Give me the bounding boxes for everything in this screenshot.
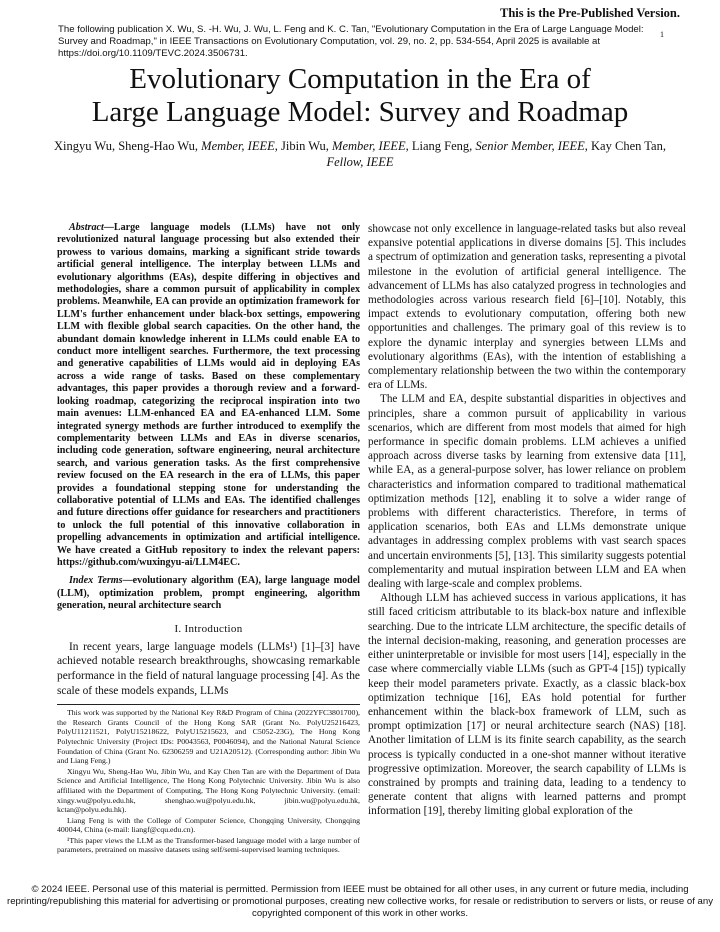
author-role-4: Fellow, IEEE bbox=[326, 155, 394, 169]
author-role-2: Member, IEEE bbox=[332, 139, 406, 153]
right-paragraph-3: Although LLM has achieved success in various applications, it has still faced criticism attributable to its black-box nature and inflexible searching. Due to the intricate LLM architecture, the specific details of the internal decision-making, reasoning, and generation processes are either uninterpretable or invisible for most users [14], especially in the case where commercially viable LLMs (such as GPT-4 [15]) typically keep their model parameters private. Exactly, as a classic black-box optimization technique [16], EAs hold potential for further enhancement within the black-box framework of LLM, such as prompt optimization [17] or neural architecture search (NAS) [18]. Another limitation of LLM is its finite search capability, as the search process is typically conducted in a one-shot manner without iterative progressive optimization. Moreover, the search capability of LLMs is constrained by prompts and training data, leading to a tendency to generate content that aligns with learned patterns and prompt information [19], thereby limiting global exploration of the bbox=[368, 592, 686, 818]
abstract bbox=[57, 222, 360, 569]
title-line-2: Large Language Model: Survey and Roadmap bbox=[91, 96, 629, 128]
right-column bbox=[368, 222, 686, 819]
funding-footnote: This work was supported by the National Key R&D Program of China (2022YFC3801700), the Research Grants Council of the Hong Kong SAR (Grant No. PolyU25216423, PolyU11211521, PolyU15218622, PolyU15215623, and C5052-23G), The Hong Kong Polytechnic University (Project IDs: P0043563, P0046094), and the National Natural Science Foundation of China (Grant No. 62306259 and U21A20512). (Corresponding author: Jibin Wu and Liang Feng.) bbox=[57, 708, 360, 766]
copyright-notice: © 2024 IEEE. Personal use of this material is permitted. Permission from IEEE must be obtained for all other uses, in any current or future media, including reprinting/republishing this material for advertising or promotional purposes, creating new collective works, for resale or redistribution to servers or lists, or reuse of any copyrighted component of this work in other works. bbox=[7, 884, 713, 919]
abstract-text: —Large language models (LLMs) have not only revolutionized natural language processing but also extended their prowess to various domains, marking a significant stride towards artificial general intelligence. The interplay between LLMs and evolutionary algorithms (EAs), despite differing in objectives and methodologies, share a common pursuit of applicability in complex problems. Meanwhile, EA can provide an optimization framework for LLM's further enhancement under black-box settings, empowering LLM with flexible global search capacities. On the other hand, the abundant domain knowledge inherent in LLMs could enable EA to conduct more intelligent searches. Furthermore, the text processing and generative capabilities of LLMs would aid in deploying EAs across a wide range of tasks. Based on these complementary advantages, this paper provides a thorough review and a forward-looking roadmap, categorizing the reciprocal inspiration into two main avenues: LLM-enhanced EA and EA-enhanced LLM. Some integrated synergy methods are further introduced to exemplify the complementarity between LLMs and EAs in diverse scenarios, including code generation, software engineering, neural architecture search, and various generation tasks. As the first comprehensive review focused on the EA research in the era of LLMs, this paper provides a foundational stepping stone for understanding the collaborative potential of LLMs and EAs. The identified challenges and future directions offer guidance for researchers and practitioners to unlock the full potential of this innovative collaboration in propelling advancements in optimization and artificial intelligence. We have created a GitHub repository to index the relevant papers: https://github.com/wuxingyu-ai/LLM4EC. bbox=[57, 222, 360, 568]
prepublished-banner: This is the Pre-Published Version. bbox=[499, 6, 680, 20]
affiliation-footnote-1: Xingyu Wu, Sheng-Hao Wu, Jibin Wu, and Kay Chen Tan are with the Department of Data Science and Artificial Intelligence, The Hong Kong Polytechnic University. Jibin Wu is also affiliated with the Department of Computing, The Hong Kong Polytechnic University. (email: xingy.wu@polyu.edu.hk, shenghao.wu@polyu.edu.hk, jibin.wu@polyu.edu.hk, kctan@polyu.edu.hk). bbox=[57, 766, 360, 815]
right-paragraph-2: The LLM and EA, despite substantial disparities in objectives and principles, share a common pursuit of applicability in various scenarios, which are different from most models that aimed for high performance in specific domain problems. LLM achieves a unified approach across diverse tasks by learning from extensive data [11], while EA, as a general-purpose solver, has lower reliance on problem characteristics and information compared to traditional mathematical optimization methods [12], enabling it to solve a wider range of problems with different characteristics. Therefore, in terms of application scenarios, both EAs and LLMs demonstrate unique advantages in addressing complex problems with vast search spaces and uncertain environments [5], [13]. This similarity suggests potential complementarity and mutual inspiration between LLM and EA when dealing with large-scale and complex problems. bbox=[368, 393, 686, 591]
footnotes bbox=[57, 704, 360, 855]
paper-title bbox=[30, 63, 690, 129]
left-column bbox=[57, 222, 360, 856]
affiliation-footnote-2: Liang Feng is with the College of Computer Science, Chongqing University, Chongqing 400044, China (e-mail: liangf@cqu.edu.cn). bbox=[57, 815, 360, 835]
index-terms bbox=[57, 575, 360, 612]
title-line-1: Evolutionary Computation in the Era of bbox=[129, 63, 591, 95]
index-terms-label: Index Terms bbox=[69, 575, 123, 587]
page-number: 1 bbox=[660, 30, 664, 39]
abstract-label: Abstract bbox=[69, 222, 104, 233]
author-list bbox=[50, 138, 670, 170]
author-names-1: Xingyu Wu, Sheng-Hao Wu, bbox=[54, 139, 202, 153]
index-terms-text: —evolutionary algorithm (EA), large language model (LLM), optimization problem, prompt engineering, algorithm generation, neural architecture search bbox=[57, 575, 360, 612]
author-names-4: , Kay Chen Tan, bbox=[584, 139, 666, 153]
author-names-2: , Jibin Wu, bbox=[274, 139, 333, 153]
introduction-paragraph: In recent years, large language models (LLMs¹) [1]–[3] have achieved notable research breakthroughs, showcasing remarkable performance in the field of natural language processing [4]. As the scale of these models expands, LLMs bbox=[57, 640, 360, 697]
right-paragraph-1: showcase not only excellence in language-related tasks but also reveal expansive potential applications in diverse domains [5]. This includes a spectrum of optimization and generation tasks, representing a pivotal milestone in the evolution of artificial general intelligence. The advancement of LLMs has also catalyzed progress in technologies and methodologies across various research field [6]–[10]. Notably, this impact extends to evolutionary computation, offering both new opportunities and challenges. The primary goal of this review is to explore the dynamic interplay and synergies between LLMs and evolutionary algorithms (EAs), with the intention of establishing a complementary relationship between the two within the contemporary era of LLMs. bbox=[368, 223, 686, 392]
author-names-3: , Liang Feng, bbox=[405, 139, 476, 153]
section-heading-introduction: I. Introduction bbox=[174, 622, 243, 635]
author-role-1: Member, IEEE bbox=[201, 139, 275, 153]
llm-definition-footnote: ¹This paper views the LLM as the Transformer-based language model with a large number of parameters, pretrained on massive datasets using self/semi-supervised learning techniques. bbox=[57, 835, 360, 855]
author-role-3: Senior Member, IEEE bbox=[475, 139, 585, 153]
publication-note: The following publication X. Wu, S. -H. Wu, J. Wu, L. Feng and K. C. Tan, "Evolutionary Computation in the Era of Large Language Model: Survey and Roadmap," in IEEE Transactions on Evolutionary Computation, vol. 29, no. 2, pp. 534-554, April 2025 is available at https://doi.org/10.1109/TEVC.2024.3506731. bbox=[58, 24, 644, 59]
